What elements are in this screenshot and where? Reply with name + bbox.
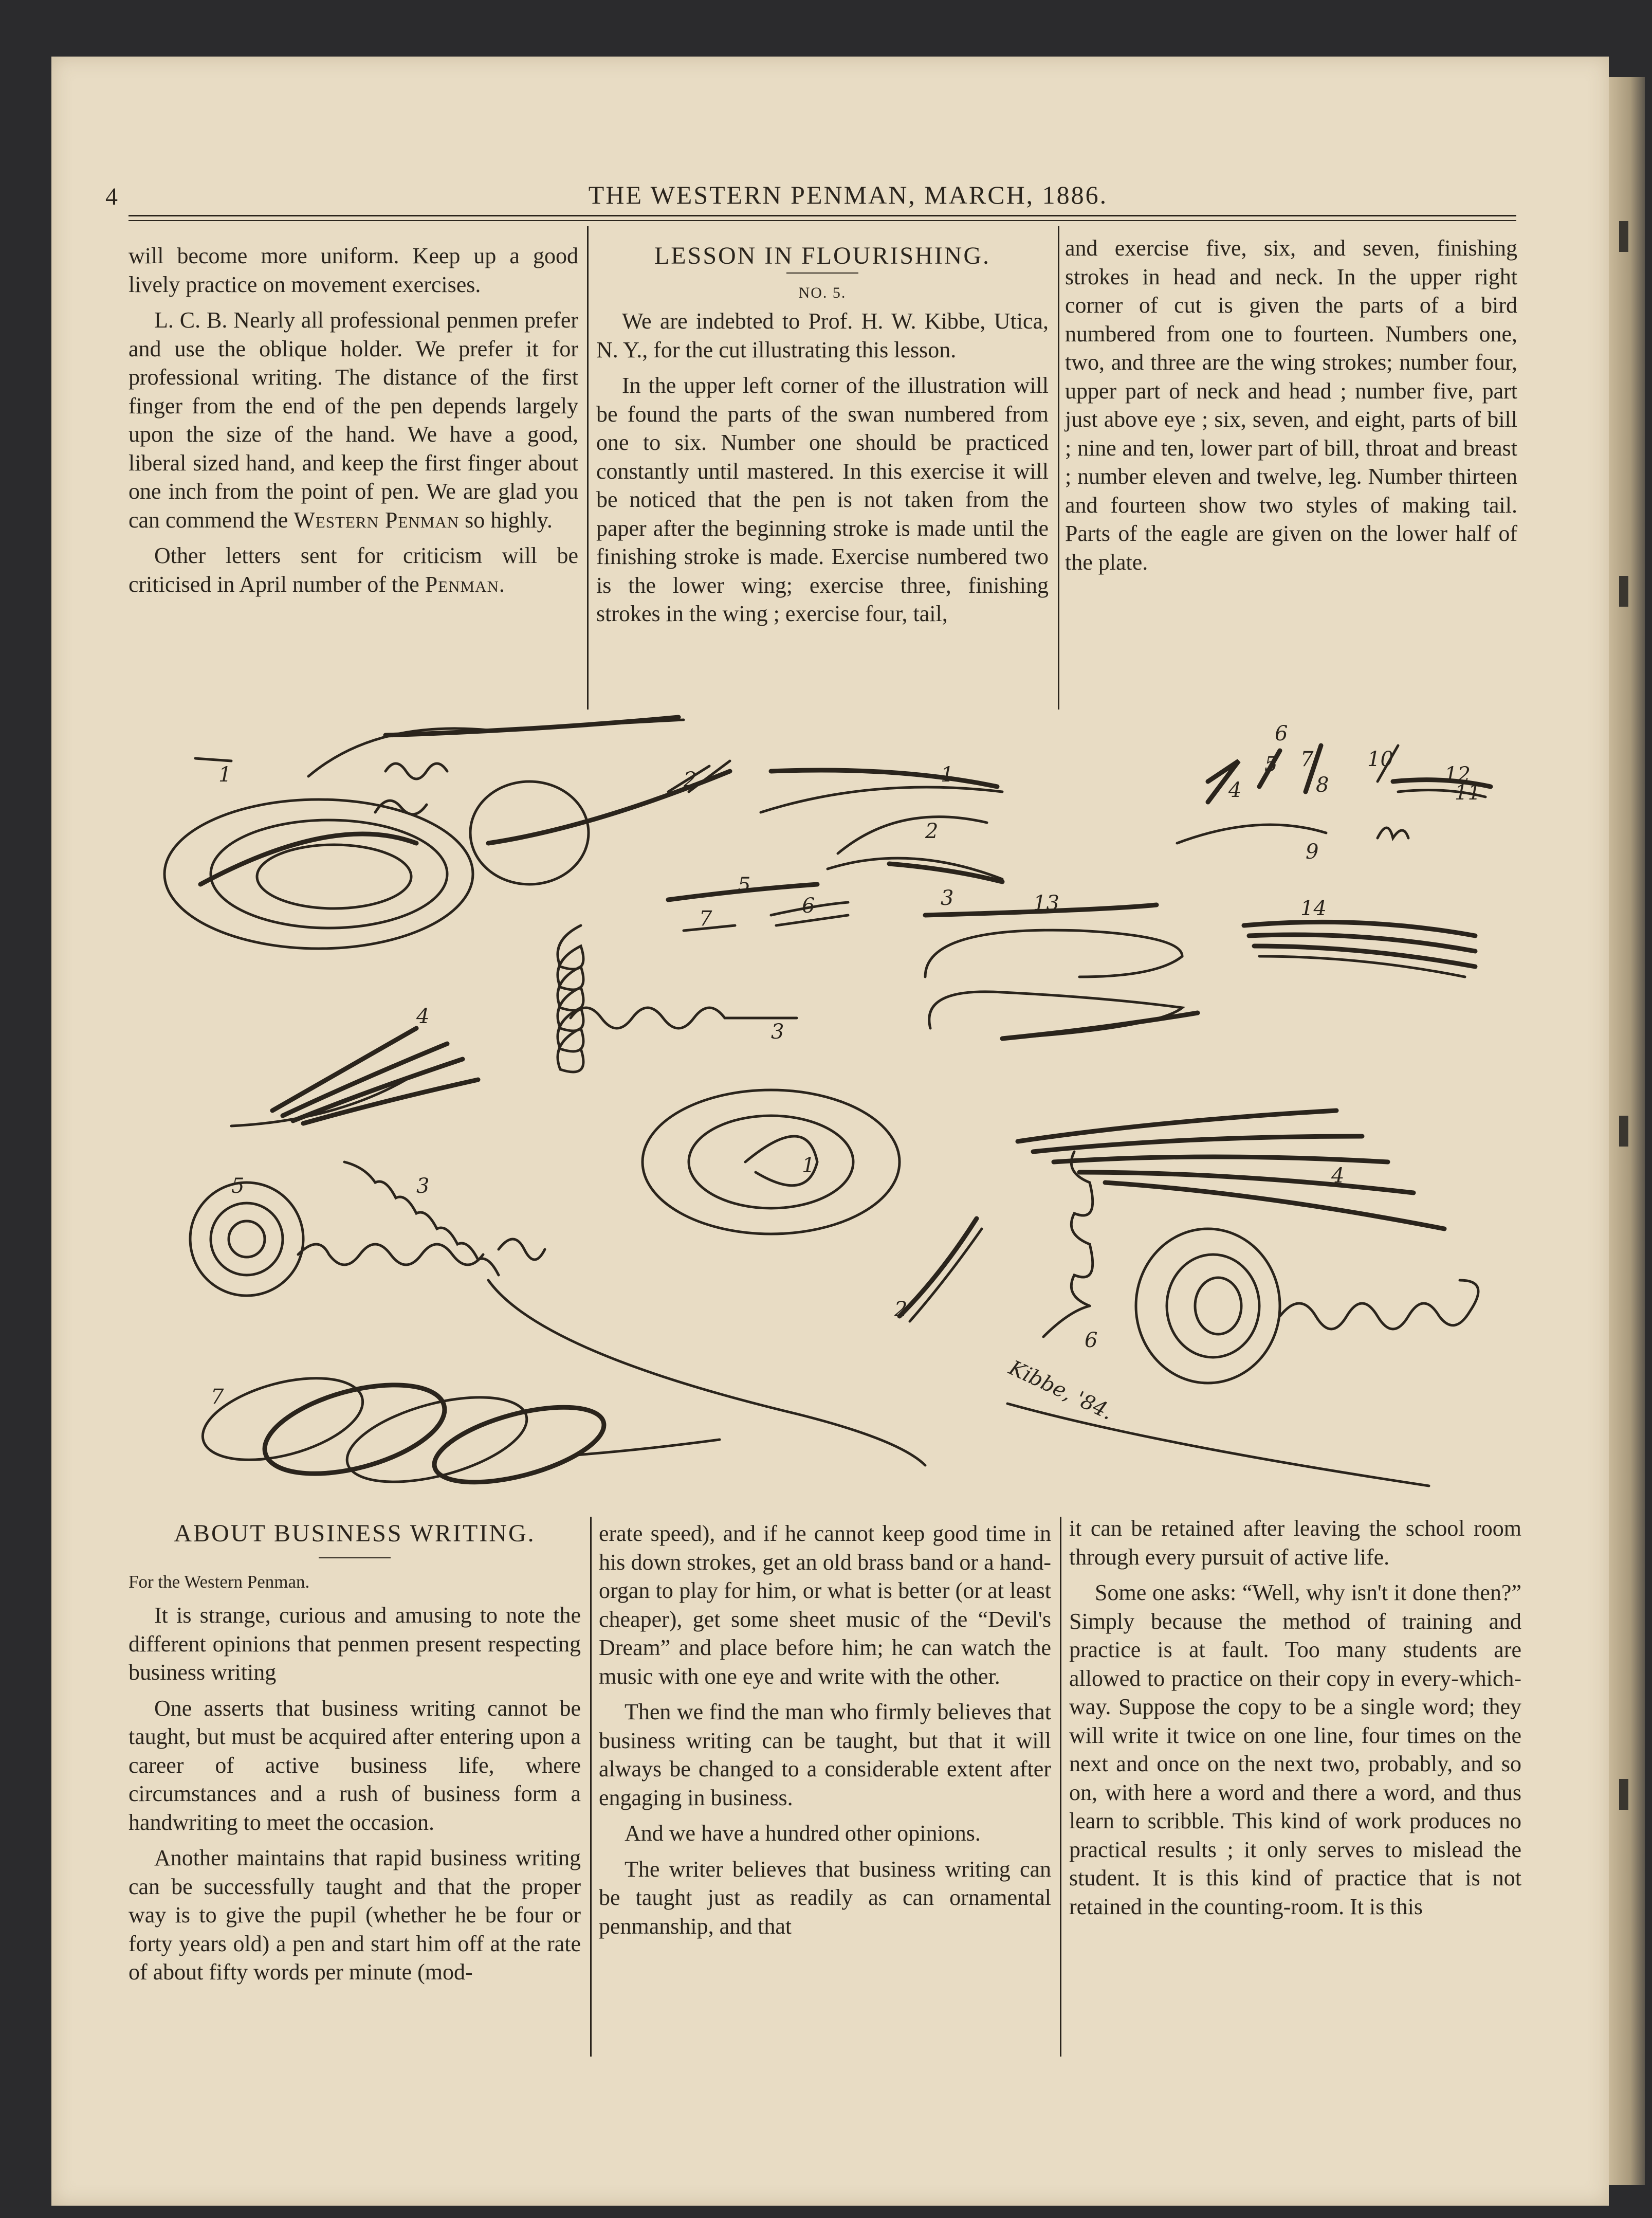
top-right-column [1065, 234, 1517, 576]
eagle-part-4 [1018, 1111, 1444, 1229]
running-title: THE WESTERN PENMAN, MARCH, 1886. [588, 180, 1108, 209]
plate-label: 8 [1316, 773, 1329, 797]
paragraph: The writer believes that business writing can be taught just as readily as can ornamental penmanship, and that [599, 1856, 1051, 1939]
plate-label: 5 [231, 1174, 245, 1198]
binding-clip [1619, 1779, 1628, 1810]
paragraph: We are indebted to Prof. H. W. Kibbe, Utica, N. Y., for the cut illustrating this lesson. [596, 308, 1049, 362]
page-number: 4 [105, 183, 119, 210]
swan-part-1 [164, 717, 684, 949]
eagle-part-5 [190, 1174, 483, 1296]
plate-label: 5 [738, 874, 751, 897]
plate-label: 6 [802, 894, 815, 918]
plate-label: 7 [1300, 748, 1314, 771]
title-rule [786, 272, 858, 274]
header-rule [129, 215, 1516, 216]
plate-label: 2 [894, 1298, 908, 1321]
business-column-1 [129, 1519, 581, 1987]
plate-label: 1 [941, 763, 954, 787]
paragraph: Another maintains that rapid business writing can be successfully taught and that the proper way is to give the pupil (whether he be four or forty years old) a pen and start him off at the rate of about fifty words per minute (mod- [129, 1845, 581, 1985]
plate-label: 9 [1306, 840, 1319, 864]
column-rule [1060, 1517, 1061, 2057]
plate-label: 2 [925, 820, 939, 843]
paragraph: And we have a hundred other opinions. [625, 1821, 981, 1846]
eagle-part-3 [344, 1162, 925, 1465]
eagle-part-2 [894, 1219, 982, 1321]
swan-part-3 [558, 925, 797, 1072]
plate-label: 3 [416, 1174, 430, 1198]
plate-label: 5 [1264, 753, 1278, 776]
plate-label: 12 [1444, 763, 1471, 787]
plate-label: 4 [1228, 778, 1242, 802]
paragraph: will become more uniform. Keep up a good lively practice on movement exercises. [129, 243, 578, 297]
paragraph: It is strange, curious and amusing to note the different opinions that penmen present respecting business writing [129, 1603, 581, 1685]
paragraph: One asserts that business writing cannot be taught, but must be acquired after entering upon a career of active business life, where circumstances and a rush of business form a handwriting to meet the occasion. [129, 1695, 581, 1835]
column-rule [1058, 226, 1059, 710]
paragraph: Other letters sent for criticism will be criticised in April number of the Penman. [129, 543, 578, 597]
bird-parts [1177, 722, 1491, 864]
eagle-part-6 [1043, 1152, 1097, 1352]
plate-label: 2 [684, 768, 697, 792]
business-column-3 [1069, 1514, 1521, 1921]
lesson-column [596, 242, 1049, 628]
lesson-title: LESSON IN FLOURISHING. [654, 242, 991, 269]
eagle-oval [643, 1090, 900, 1234]
eagle-part-7 [194, 1363, 720, 1498]
plate-label: 4 [1331, 1164, 1345, 1188]
publication-name: Penman. [425, 571, 505, 597]
plate-label: 3 [771, 1020, 784, 1044]
top-left-column [129, 242, 578, 598]
paragraph: and exercise five, six, and seven, finishing strokes in head and neck. In the upper right corner of cut is given the parts of a bird numbered from one to fourteen. Numbers one, two, and three are the wing strokes; number four, upper part of neck and head ; number five, part just above eye ; six, seven, and eight, parts of bill ; nine and ten, lower part of bill, throat and breast ; number eleven and twelve, leg. Number thirteen and fourteen show two styles of making tail. Parts of the eagle are given on the lower half of the plate. [1065, 235, 1517, 575]
plate-label: 6 [1085, 1329, 1098, 1352]
binding-clip [1619, 576, 1628, 607]
column-rule [587, 226, 589, 710]
eagle-head-spiral [1007, 1229, 1478, 1486]
paragraph: erate speed), and if he cannot keep good time in his down strokes, get an old brass band or a hand-organ to play for him, or what is better (or at least cheaper), get some sheet music of the “Devil's Dream” and place before him; he can watch the music with one eye and write with the other. [599, 1521, 1051, 1689]
engraver-signature: Kibbe, '84. [1005, 1356, 1117, 1425]
plate-label: 1 [218, 763, 232, 787]
bird-tail-13 [925, 892, 1198, 1039]
business-column-2 [599, 1519, 1051, 1940]
plate-label: 4 [416, 1005, 430, 1028]
article-credit: For the Western Penman. [129, 1571, 310, 1592]
flourishing-plate [129, 710, 1516, 1512]
plate-label: 10 [1367, 748, 1393, 771]
flourish-illustration [129, 710, 1516, 1512]
plate-label: 7 [211, 1385, 224, 1409]
plate-label: 6 [1275, 722, 1288, 746]
paragraph: L. C. B. Nearly all professional penmen prefer and use the oblique holder. We prefer it for professional writing. The distance of the first finger from the end of the pen depends largely upon the size of the hand. We have a good, liberal sized hand, and keep the first finger about one inch from the point of pen. We are glad you can commend the Western Penman so highly. [129, 307, 578, 533]
paragraph: Some one asks: “Well, why isn't it done then?” Simply because the method of training and practice is at fault. Too many students are allowed to practice on their copy in every-which-way. Suppose the copy to be a single word; they will write it twice on one line, four times on the next and once on the next two, probably, and so on, with here a word and there a word, and thus learn to scribble. This kind of work produces no practical results ; it only serves to mislead the student. It is this kind of practice that is not retained in the counting-room. It is this [1069, 1580, 1521, 1919]
swan-part-2 [470, 761, 730, 884]
plate-label: 3 [941, 886, 954, 910]
binding-clip [1619, 221, 1628, 252]
plate-label: 1 [802, 1154, 815, 1177]
binding-clip [1619, 1116, 1628, 1147]
paragraph: it can be retained after leaving the school room through every pursuit of active life. [1069, 1516, 1521, 1570]
title-rule [319, 1557, 391, 1558]
publication-name: Western Penman [293, 507, 460, 533]
paragraph: In the upper left corner of the illustration will be found the parts of the swan numbered from one to six. Number one should be practiced constantly until mastered. In this exercise it will be noticed that the pen is not taken from the paper after the beginning stroke is made until the finishing stroke is made. Exercise numbered two is the lower wing; exercise three, finishing strokes in the wing ; exercise four, tail, [596, 373, 1049, 626]
swan-part-5-6-7 [668, 874, 848, 931]
paragraph: Then we find the man who firmly believes that business writing can be taught, but that it will always be changed to a considerable extent after engaging in business. [599, 1699, 1051, 1810]
plate-label: 7 [699, 907, 712, 931]
article-title: ABOUT BUSINESS WRITING. [174, 1520, 536, 1547]
header-rule [129, 220, 1516, 221]
plate-label: 13 [1033, 892, 1059, 915]
lesson-number: NO. 5. [798, 284, 847, 301]
column-rule [590, 1517, 592, 2057]
plate-label: 14 [1300, 897, 1327, 920]
swan-part-4 [231, 1005, 478, 1126]
plate-label: 11 [1455, 781, 1481, 805]
bird-tail-14 [1244, 897, 1475, 977]
